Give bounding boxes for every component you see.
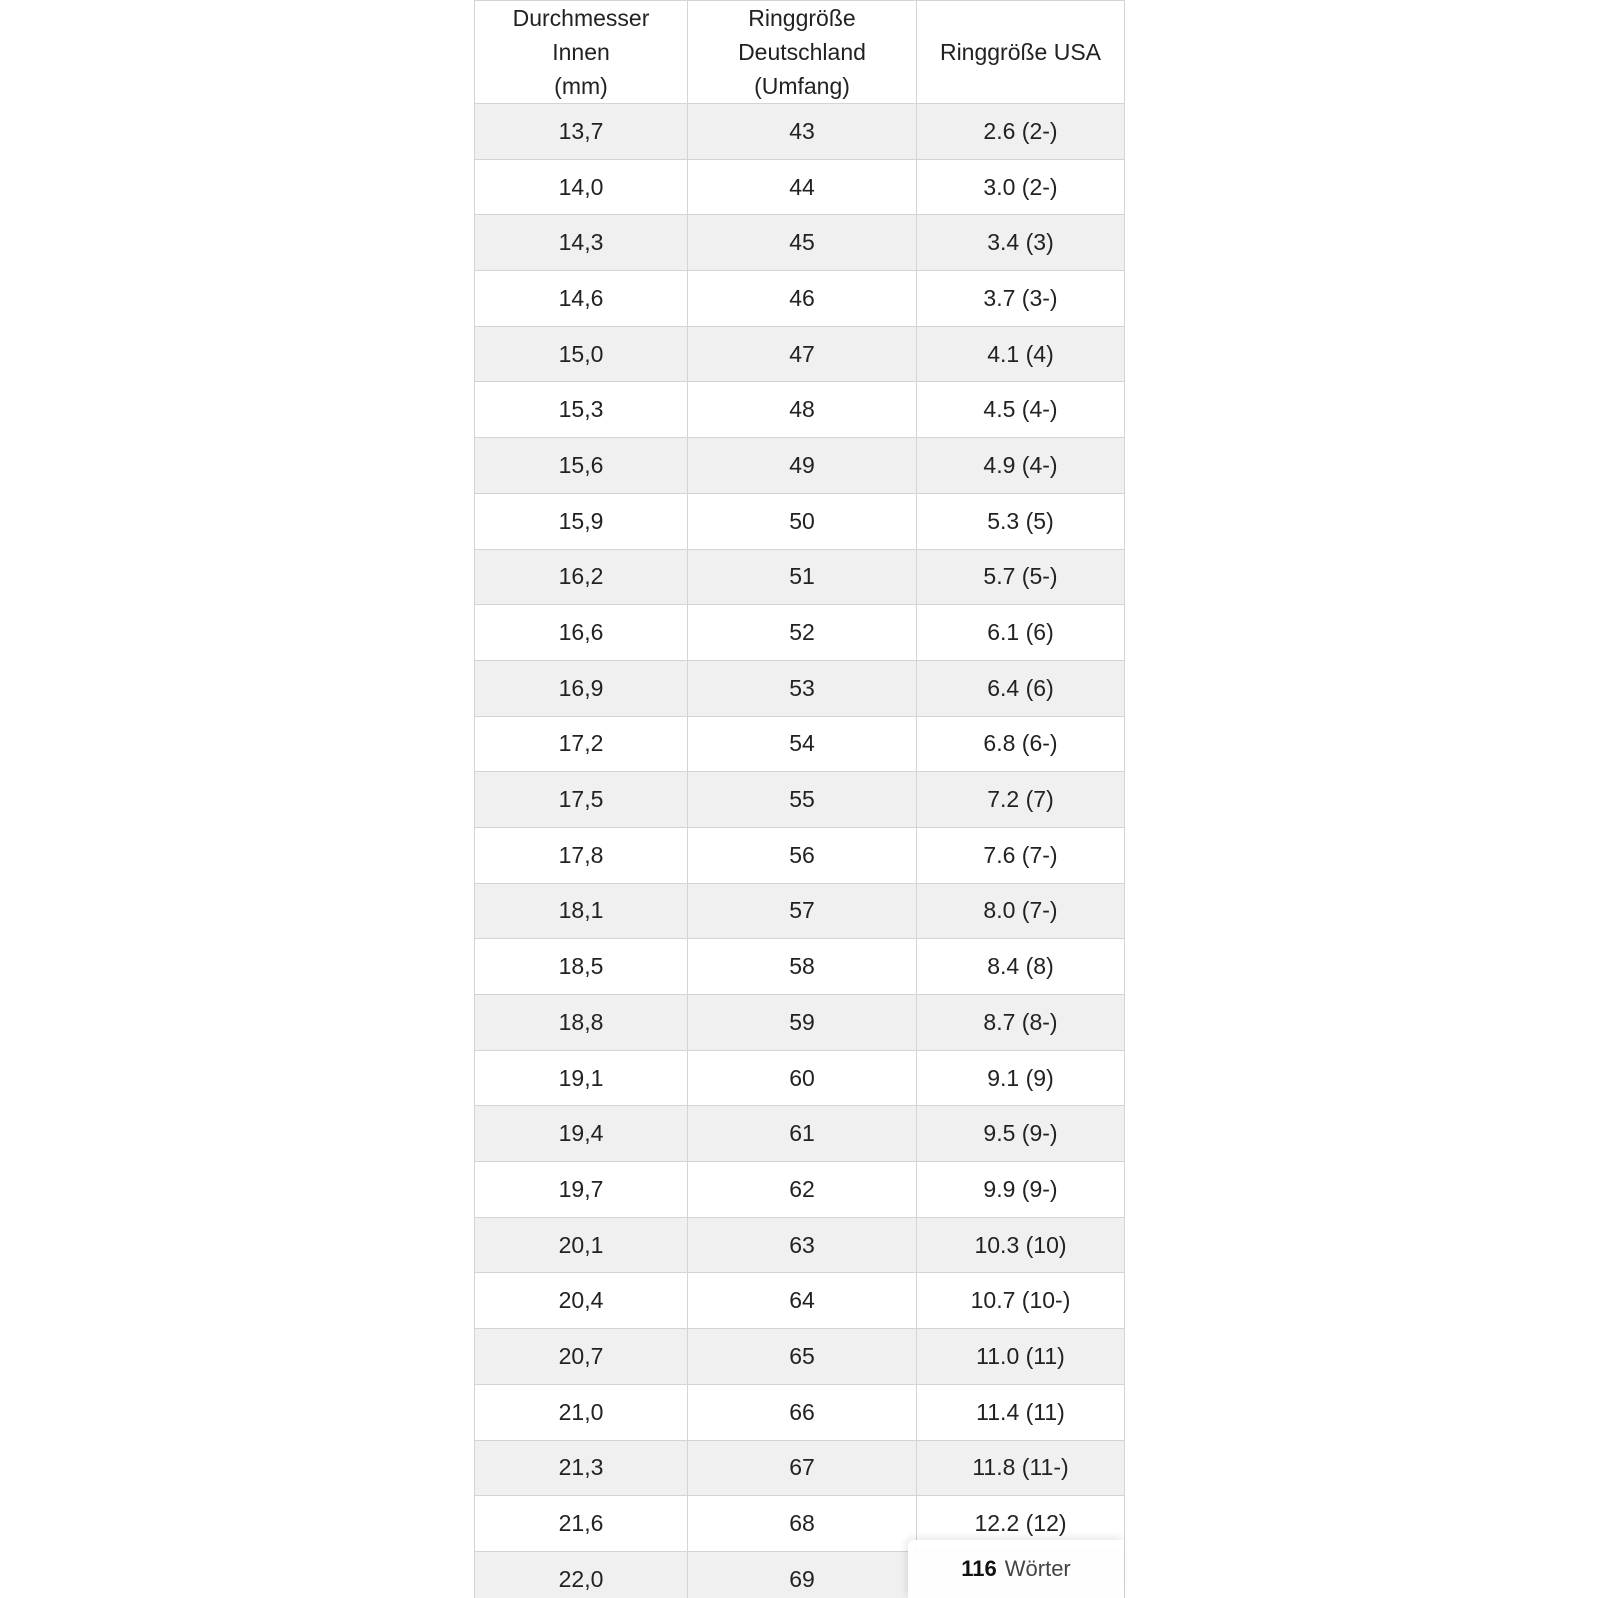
header-size-usa: [917, 1, 1125, 104]
cell-diameter: 20,4: [475, 1273, 688, 1329]
word-count-label: Wörter: [1004, 1556, 1071, 1581]
cell-size-usa: 12.2 (12): [917, 1496, 1125, 1552]
cell-size-germany: 51: [688, 549, 917, 605]
cell-size-germany: 58: [688, 939, 917, 995]
cell-diameter: 18,5: [475, 939, 688, 995]
table-row: [475, 1050, 1125, 1106]
cell-size-usa: 8.4 (8): [917, 939, 1125, 995]
cell-size-germany: 63: [688, 1217, 917, 1273]
cell-size-germany: 53: [688, 660, 917, 716]
table-row: [475, 1106, 1125, 1162]
cell-size-usa: 10.3 (10): [917, 1217, 1125, 1273]
cell-diameter: 19,4: [475, 1106, 688, 1162]
table-row: [475, 1273, 1125, 1329]
cell-size-usa: 7.2 (7): [917, 772, 1125, 828]
cell-size-germany: 50: [688, 493, 917, 549]
cell-size-germany: 57: [688, 883, 917, 939]
cell-size-germany: 59: [688, 995, 917, 1051]
cell-size-germany: 55: [688, 772, 917, 828]
cell-size-germany: 44: [688, 159, 917, 215]
table-row: [475, 1329, 1125, 1385]
table-row: [475, 1440, 1125, 1496]
cell-size-germany: 60: [688, 1050, 917, 1106]
header-line: (Umfang): [754, 73, 850, 99]
header-line: Ringgröße: [748, 5, 856, 31]
cell-size-usa: 11.0 (11): [917, 1329, 1125, 1385]
table-row: [475, 549, 1125, 605]
table-row: [475, 271, 1125, 327]
cell-size-usa: 4.1 (4): [917, 326, 1125, 382]
header-size-germany: [688, 1, 917, 104]
header-line: Deutschland: [738, 39, 866, 65]
cell-diameter: 16,2: [475, 549, 688, 605]
table-row: [475, 1217, 1125, 1273]
cell-size-usa: 3.4 (3): [917, 215, 1125, 271]
cell-size-germany: 52: [688, 605, 917, 661]
table-row: [475, 1384, 1125, 1440]
cell-diameter: 21,0: [475, 1384, 688, 1440]
cell-size-usa: 9.1 (9): [917, 1050, 1125, 1106]
cell-diameter: 16,9: [475, 660, 688, 716]
cell-size-usa: 6.1 (6): [917, 605, 1125, 661]
table-row: [475, 827, 1125, 883]
cell-size-usa: 3.7 (3-): [917, 271, 1125, 327]
table-body: [475, 104, 1125, 1598]
table-row: [475, 660, 1125, 716]
header-diameter: [475, 1, 688, 104]
header-line: Innen: [552, 39, 610, 65]
table-row: [475, 326, 1125, 382]
cell-diameter: 15,6: [475, 438, 688, 494]
table-header: [475, 1, 1125, 104]
cell-size-usa: 10.7 (10-): [917, 1273, 1125, 1329]
cell-diameter: 14,3: [475, 215, 688, 271]
header-line: Durchmesser: [512, 5, 650, 31]
cell-size-germany: 43: [688, 104, 917, 160]
cell-diameter: 16,6: [475, 605, 688, 661]
cell-size-germany: 46: [688, 271, 917, 327]
table-row: [475, 493, 1125, 549]
cell-diameter: 17,8: [475, 827, 688, 883]
cell-size-germany: 49: [688, 438, 917, 494]
table-row: [475, 159, 1125, 215]
table-row: [475, 716, 1125, 772]
cell-diameter: 21,3: [475, 1440, 688, 1496]
cell-diameter: 18,8: [475, 995, 688, 1051]
cell-size-usa: 11.4 (11): [917, 1384, 1125, 1440]
cell-size-usa: 11.8 (11-): [917, 1440, 1125, 1496]
table-row: [475, 772, 1125, 828]
cell-size-usa: 4.5 (4-): [917, 382, 1125, 438]
cell-diameter: 13,7: [475, 104, 688, 160]
table-row: [475, 104, 1125, 160]
cell-size-usa: 3.0 (2-): [917, 159, 1125, 215]
word-count-badge[interactable]: [908, 1540, 1124, 1598]
table-row: [475, 382, 1125, 438]
cell-diameter: 22,0: [475, 1551, 688, 1598]
cell-size-germany: 48: [688, 382, 917, 438]
table-row: [475, 438, 1125, 494]
cell-size-usa: 9.5 (9-): [917, 1106, 1125, 1162]
cell-size-usa: 9.9 (9-): [917, 1162, 1125, 1218]
cell-size-germany: 47: [688, 326, 917, 382]
cell-diameter: 15,0: [475, 326, 688, 382]
cell-diameter: 14,0: [475, 159, 688, 215]
cell-size-germany: 67: [688, 1440, 917, 1496]
word-count-number: 116: [961, 1556, 997, 1581]
table-row: [475, 1162, 1125, 1218]
cell-diameter: 19,1: [475, 1050, 688, 1106]
cell-diameter: 15,3: [475, 382, 688, 438]
table-row: [475, 605, 1125, 661]
cell-diameter: 15,9: [475, 493, 688, 549]
header-line: (mm): [554, 73, 608, 99]
table-row: [475, 883, 1125, 939]
cell-size-germany: 54: [688, 716, 917, 772]
cell-size-usa: 5.3 (5): [917, 493, 1125, 549]
cell-size-germany: 69: [688, 1551, 917, 1598]
cell-size-usa: 4.9 (4-): [917, 438, 1125, 494]
cell-size-germany: 64: [688, 1273, 917, 1329]
cell-size-germany: 61: [688, 1106, 917, 1162]
cell-size-usa: 6.8 (6-): [917, 716, 1125, 772]
table-row: [475, 215, 1125, 271]
cell-diameter: 21,6: [475, 1496, 688, 1552]
cell-size-usa: 6.4 (6): [917, 660, 1125, 716]
cell-size-germany: 56: [688, 827, 917, 883]
cell-diameter: 17,5: [475, 772, 688, 828]
cell-size-usa: 7.6 (7-): [917, 827, 1125, 883]
cell-size-usa: 5.7 (5-): [917, 549, 1125, 605]
cell-size-usa: 2.6 (2-): [917, 104, 1125, 160]
table-row: [475, 995, 1125, 1051]
header-row: [475, 1, 1125, 104]
cell-size-germany: 45: [688, 215, 917, 271]
cell-size-germany: 66: [688, 1384, 917, 1440]
cell-diameter: 14,6: [475, 271, 688, 327]
cell-diameter: 20,1: [475, 1217, 688, 1273]
cell-size-germany: 65: [688, 1329, 917, 1385]
cell-diameter: 19,7: [475, 1162, 688, 1218]
table-row: [475, 939, 1125, 995]
cell-size-usa: 8.0 (7-): [917, 883, 1125, 939]
cell-size-germany: 68: [688, 1496, 917, 1552]
cell-size-germany: 62: [688, 1162, 917, 1218]
header-line: Ringgröße USA: [939, 39, 1102, 65]
cell-size-usa: 8.7 (8-): [917, 995, 1125, 1051]
ring-size-table: [474, 0, 1125, 1598]
cell-diameter: 20,7: [475, 1329, 688, 1385]
cell-diameter: 18,1: [475, 883, 688, 939]
cell-diameter: 17,2: [475, 716, 688, 772]
